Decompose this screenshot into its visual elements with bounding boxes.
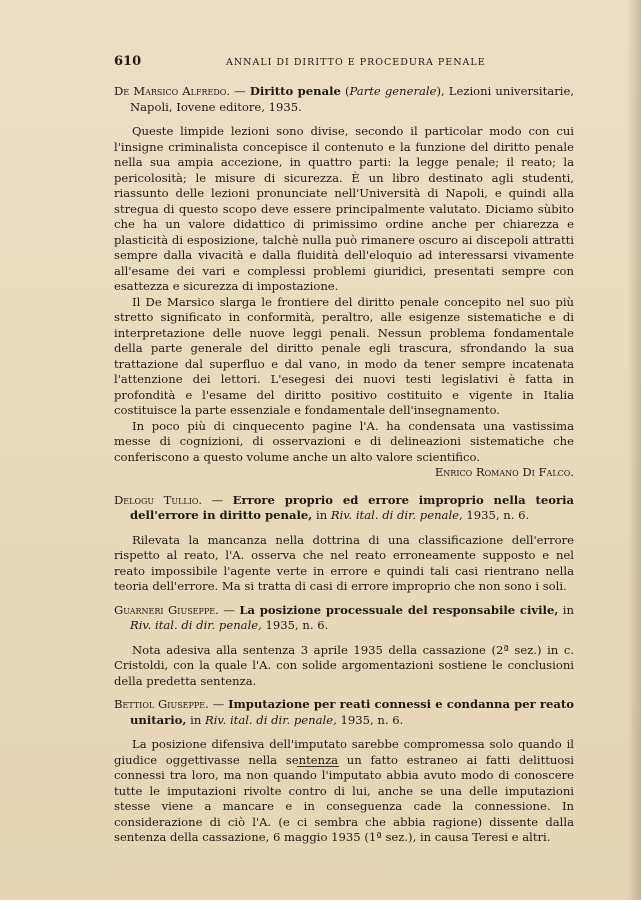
- closing-rule: [297, 766, 339, 767]
- entry-paragraph: In poco più di cinquecento pagine l'A. ha condensata una vastissima messe di cognizioni, di osservazioni e di delineazioni sistematiche che conferiscono a questo volume anche un alto valore scientifico.: [114, 418, 574, 464]
- entry-in-word: in: [312, 508, 331, 522]
- entry-in-word: in: [186, 712, 205, 727]
- entry-title: Errore proprio ed errore improprio nella teoria dell'errore in diritto penale,: [130, 492, 574, 522]
- entry-dash: —: [218, 602, 240, 617]
- entry-in-word: in: [558, 602, 574, 617]
- entry-paragraph: La posizione difensiva dell'imputato sarebbe compromessa solo quando il giudice oggettivasse nella sentenza un fatto estraneo ai fatti delittuosi connessi tra loro, ma non quando l'imputato abbia avuto modo di conoscere tutte le imputazioni rivolte contro di lui, anche se una delle imputazioni stesse viene a mancare e in conseguenza cade la connessione. In considerazione di ciò l'A. (e ci sembra che abbia ragione) dissente dalla sentenza della cassazione, 6 maggio 1935 (1ª sez.), in causa Teresi e altri.: [114, 737, 574, 844]
- entry-author: Delogu Tullio.: [114, 492, 203, 507]
- running-title: ANNALI DI DIRITTO E PROCEDURA PENALE: [226, 57, 486, 68]
- entry-publication: ), Lezioni universitarie, Napoli, Iovene editore, 1935.: [130, 84, 575, 114]
- entry-heading: [114, 603, 574, 634]
- entry-heading: [114, 697, 574, 728]
- entry-publication: 1935, n. 6.: [261, 618, 329, 632]
- entry-dash: —: [202, 492, 233, 507]
- entry-author: De Marsico Alfredo.: [114, 84, 231, 98]
- page-spine-shadow: [627, 0, 641, 900]
- entry-heading: [114, 84, 574, 115]
- page-body: [114, 84, 574, 854]
- entry-journal: Riv. ital. di dir. penale,: [330, 508, 463, 522]
- entry-title: Diritto penale: [249, 84, 341, 98]
- entry-journal: Riv. ital. di dir. penale,: [130, 618, 262, 632]
- entry-paragraph: Nota adesiva alla sentenza 3 aprile 1935 della cassazione (2ª sez.) in c. Cristoldi, con la quale l'A. con solide argomentazioni sostiene le conclusioni della predetta sentenza.: [114, 642, 574, 688]
- entry-author: Bettiol Giuseppe.: [114, 697, 209, 711]
- signature-row: [114, 465, 574, 481]
- entry-journal: Riv. ital. di dir. penale,: [204, 712, 337, 727]
- entry-publication: 1935, n. 6.: [462, 508, 530, 522]
- entry-author: Guarneri Giuseppe.: [114, 602, 219, 617]
- review-entry: [114, 697, 574, 846]
- entry-publication: 1935, n. 6.: [336, 712, 404, 727]
- entry-subtitle: Parte generale: [349, 84, 437, 98]
- entry-dash: —: [230, 84, 250, 98]
- entry-paragraph: Il De Marsico slarga le frontiere del diritto penale concepito nel suo più stretto significato in conformità, peraltro, alle esigenze sistematiche e di interpretazione delle nuove leggi penali. Nessun problema fondamentale della parte generale del diritto penale egli trascura, sfrondando la sua trattazione dal superfluo e dal vano, in modo da tener sempre incatenata l'attenzione dei lettori. L'esegesi dei nuovi testi legislativi è fatta in profondità e l'esame del diritto positivo costituito e vigente in Italia costituisce la parte essenziale e fondamentale dell'insegnamento.: [114, 294, 574, 417]
- entry-title: La posizione processuale del responsabile civile,: [239, 602, 559, 617]
- entry-title: Imputazione per reati connessi e condanna per reato unitario,: [130, 697, 574, 727]
- page-header: [114, 54, 574, 69]
- entry-paragraph: Rilevata la mancanza nella dottrina di una classificazione dell'errore rispetto al reato, l'A. osserva che nel reato erroneamente supposto e nel reato impossibile l'agente verte in errore e quindi tali casi rientrano nella teoria dell'errore. Ma si tratta di casi di errore improprio che non sono i soli.: [114, 532, 574, 593]
- entry-paragraph: Queste limpide lezioni sono divise, secondo il particolar modo con cui l'insigne criminalista concepisce il contenuto e la funzione del diritto penale nella sua ampia accezione, in quattro parti: la legge penale; il reato; la pericolosità; le misure di sicurezza. È un libro destinato agli studenti, riassunto delle lezioni pronunciate nell'Università di Napoli, e quindi alla stregua di questo scopo deve essere principalmente valutato. Diciamo sùbito che ha un valore didattico di primissimo ordine anche per chiarezza e plasticità di esposizione, talchè nulla può rimanere oscuro ai discepoli attratti sempre dalla vivacità e dalla fluidità dell'eloquio ad interessarsi vivamente all'esame dei vari e complessi problemi giuridici, presentati sempre con esattezza e sicurezza di impostazione.: [114, 124, 574, 293]
- review-entry: [114, 493, 574, 595]
- entry-title-rest: (: [340, 84, 350, 98]
- reviewer-signature: Enrico Romano Di Falco.: [434, 465, 574, 479]
- review-entry: [114, 84, 574, 481]
- review-entry: [114, 603, 574, 690]
- entry-dash: —: [208, 697, 229, 711]
- entry-heading: [114, 493, 574, 524]
- page-number: 610: [114, 54, 142, 69]
